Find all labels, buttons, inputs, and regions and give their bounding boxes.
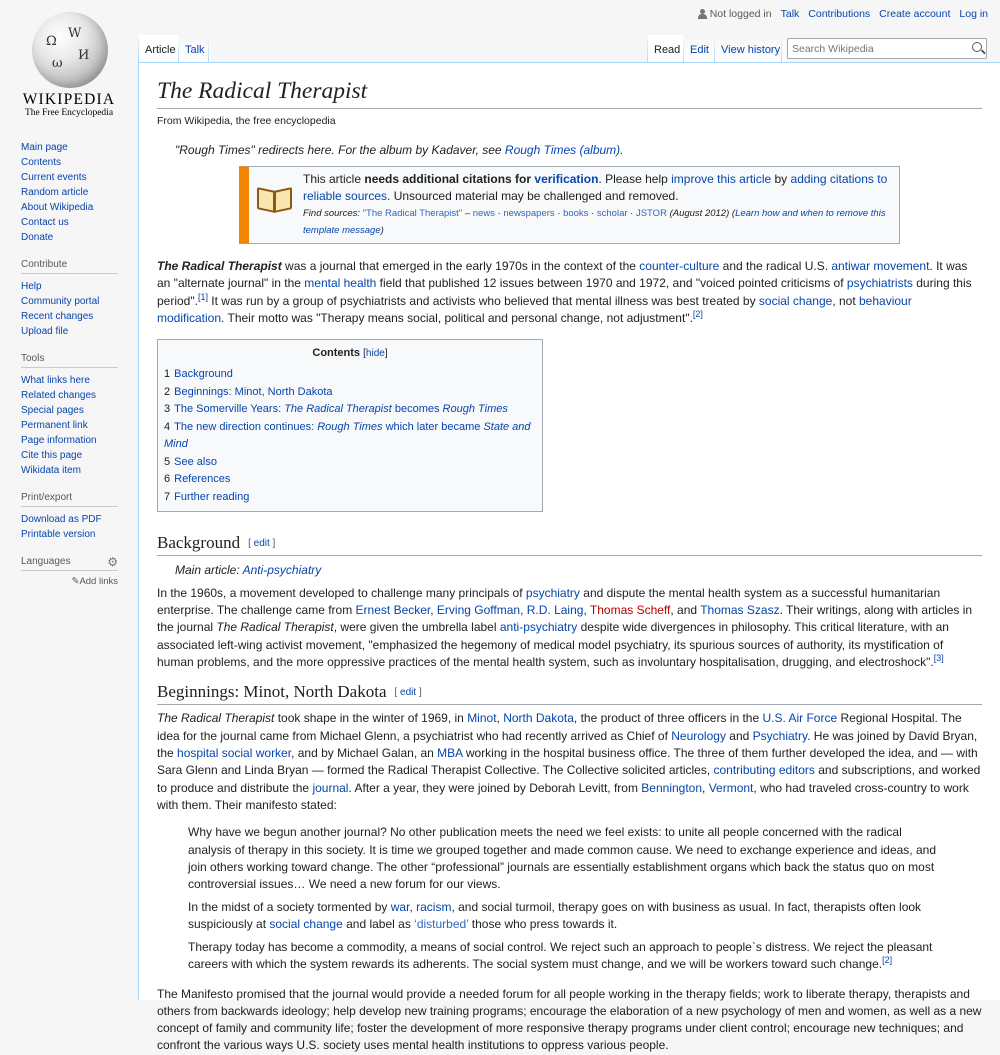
link-bennington[interactable]: Bennington <box>641 780 703 795</box>
tab-view-history[interactable] <box>715 35 786 63</box>
tab-article-label[interactable]: Article <box>145 44 176 56</box>
manifesto-summary-paragraph: The Manifesto promised that the journal would provide a needed forum for all people working in the therapy fields; work to liberate therapy, therapists and others from backwards ideology; help develop new training programs; encourage the elaboration of a new psychology of men and women, as well as a new concept of family and community life; foster the development of more responsive therapy programs under client control; encourage new techniques; and confront the various ways U.S. society uses mental health institutions to oppress various people. <box>157 986 982 1053</box>
add-links[interactable] <box>21 576 118 587</box>
toc-title: Contents <box>312 347 361 360</box>
tab-edit[interactable] <box>684 35 715 63</box>
find-sources-news[interactable]: news <box>472 207 495 219</box>
tools-heading: Tools <box>21 353 118 368</box>
user-icon <box>698 9 707 19</box>
link-counter-culture[interactable]: counter-culture <box>639 258 720 273</box>
link-racism[interactable]: racism <box>416 899 452 914</box>
notice-text: This article needs additional citations for verification. Please help improve this article by adding citations to reliable sources. Unsourced material may be challenged and removed. Find sources: "The Radical Therapist" – news · newspapers · books · scholar · JSTOR (August 2012) (Learn how and when to remove this template message) <box>303 171 891 239</box>
link-thomas-scheff[interactable]: Thomas Scheff <box>589 603 671 618</box>
sidebar-item-main-page[interactable]: Main page <box>21 142 68 153</box>
sidebar-item-help[interactable]: Help <box>21 281 42 292</box>
sidebar-item-contact-us[interactable]: Contact us <box>21 217 69 228</box>
search-input[interactable] <box>788 39 958 58</box>
find-sources-books[interactable]: books <box>563 207 589 219</box>
find-sources: Find sources: "The Radical Therapist" – news · newspapers · books · scholar · JSTOR (August 2012) (Learn how and when to remove this template message) <box>303 207 886 236</box>
pencil-icon: ✎ <box>71 576 80 587</box>
ref-2[interactable]: [2] <box>692 308 703 319</box>
link-neurology[interactable]: Neurology <box>671 728 726 743</box>
table-of-contents: Contents [hide] 1 Background 2 Beginnings: Minot, North Dakota 3 The Somerville Years: The Radical Therapist becomes Rough Times 4 The new direction continues: Rough Times which later became State and Mind 5 See also 6 References 7 Further reading <box>157 339 543 512</box>
background-paragraph: In the 1960s, a movement developed to challenge many principals of psychiatry and dispute the mental health system as a successful humanitarian enterprise. The challenge came from Ernest Becker, Erving Goffman, R.D. Laing, Thomas Scheff, and Thomas Szasz. Their writings, along with articles in the journal The Radical Therapist, were given the umbrella label anti-psychiatry despite wide divergences in philosophy. This critical literature, with an associated left-wing activist movement, "emphasized the hegemony of medical model psychiatry, its spurious sources of authority, its mystification of human problems, and the more oppressive practices of the mental health system, such as involuntary hospitalisation, drugging, and electroshock".[3] <box>157 585 973 670</box>
quote-paragraph-3: Therapy today has become a commodity, a means of social control. We reject such an approach to people`s distress. We reject the pleasant careers with which the system rewards its adherents. The social system must change, and we will be workers toward such change.[2] <box>188 939 933 972</box>
link-psychiatrists[interactable]: psychiatrists <box>846 276 913 291</box>
sidebar-item-permanent-link[interactable]: Permanent link <box>21 420 88 431</box>
ref-2-b[interactable]: [2] <box>882 955 893 966</box>
link-anti-psychiatry[interactable]: anti-psychiatry <box>499 620 578 635</box>
section-heading-background: Background [ edit ] <box>157 532 982 556</box>
sidebar-item-printable-version[interactable]: Printable version <box>21 529 96 540</box>
link-rd-laing[interactable]: R.D. Laing <box>526 603 584 618</box>
hatnote-text: "Rough Times" redirects here. For the album by Kadaver, see <box>175 143 505 158</box>
tab-read-label[interactable]: Read <box>654 44 681 56</box>
talk-link[interactable]: Talk <box>780 8 800 20</box>
link-war[interactable]: war <box>390 899 410 914</box>
ref-1[interactable]: [1] <box>197 291 208 302</box>
print-portal <box>21 492 138 542</box>
quote-paragraph-2: In the midst of a society tormented by war, racism, and social turmoil, therapy goes on with business as usual. In fact, therapists often look suspiciously at social change and label as ‘disturbed’ those who press towards it. <box>188 899 922 932</box>
beginnings-paragraph: The Radical Therapist took shape in the winter of 1969, in Minot, North Dakota, the product of three officers in the U.S. Air Force Regional Hospital. The idea for the journal came from Michael Glenn, a psychiatrist who had recently arrived as Chief of Neurology and Psychiatry. He was joined by David Bryan, the hospital social worker, and by Michael Galan, an MBA working in the hospital business office. The three of them further developed the idea, and — with Sara Glenn and Linda Bryan — formed the Radical Therapist Collective. The Collective solicited articles, contributing editors and subscriptions, and worked to produce and distribute the journal. After a year, they were joined by Deborah Levitt, from Bennington, Vermont, who had traveled cross-country to work with them. Their manifesto stated: <box>157 711 981 812</box>
tagline: The Free Encyclopedia <box>24 108 114 118</box>
link-antiwar-movement[interactable]: antiwar movement <box>831 258 930 273</box>
add-links-label[interactable]: Add links <box>79 576 118 587</box>
find-sources-scholar[interactable]: scholar <box>596 207 628 219</box>
find-sources-newspapers[interactable]: newspapers <box>503 207 555 219</box>
site-subtitle: From Wikipedia, the free encyclopedia <box>157 115 336 128</box>
tab-view-history-label[interactable]: View history <box>721 44 781 56</box>
link-thomas-szasz[interactable]: Thomas Szasz <box>700 603 780 618</box>
tools-portal <box>21 353 138 478</box>
link-north-dakota[interactable]: North Dakota <box>503 711 574 726</box>
tab-talk-label[interactable]: Talk <box>185 44 205 56</box>
sidebar-item-donate[interactable]: Donate <box>21 232 54 243</box>
tab-edit-label[interactable]: Edit <box>690 44 709 56</box>
link-erving-goffman[interactable]: Erving Goffman <box>436 603 521 618</box>
sidebar-item-contents[interactable]: Contents <box>21 157 62 168</box>
navigation-portal <box>21 140 138 245</box>
citation-notice <box>239 166 900 244</box>
puzzle-globe-icon: Ω W И ω <box>32 12 108 88</box>
contribute-heading: Contribute <box>21 259 118 274</box>
link-us-air-force[interactable]: U.S. Air Force <box>762 711 838 726</box>
sidebar <box>0 140 138 601</box>
languages-heading <box>21 556 118 571</box>
hatnote <box>157 141 982 160</box>
contribute-portal <box>21 259 138 339</box>
sidebar-item-upload-file[interactable]: Upload file <box>21 326 69 337</box>
edit-section-beginnings[interactable]: edit <box>400 687 417 699</box>
sidebar-item-what-links-here[interactable]: What links here <box>21 375 90 386</box>
sidebar-item-cite-this-page[interactable]: Cite this page <box>21 450 83 461</box>
manifesto-quote <box>188 824 946 973</box>
link-mba[interactable]: MBA <box>437 746 463 761</box>
lead-paragraph: The Radical Therapist was a journal that emerged in the early 1970s in the context of the counter-culture and the radical U.S. antiwar movement. It was an "alternate journal" in the mental health field that published 12 issues between 1970 and 1972, and "voiced pointed criticisms of psychiatrists during this period".[1] It was run by a group of psychiatrists and activists who believed that mental illness was best treated by social change, not behaviour modification. Their motto was "Therapy means social, political and personal change, not adjustment".[2] <box>157 258 972 325</box>
toc-item[interactable]: 1 Background <box>164 368 233 381</box>
toc-item[interactable]: 3 The Somerville Years: The Radical Therapist becomes Rough Times <box>164 403 508 416</box>
log-in-link[interactable]: Log in <box>959 8 988 20</box>
tab-article[interactable] <box>139 35 182 63</box>
link-psychiatry-2[interactable]: Psychiatry <box>752 728 808 743</box>
learn-remove-link[interactable]: Learn how and when to remove this template message <box>303 207 886 236</box>
content <box>138 62 1000 1053</box>
gear-icon[interactable]: ⚙ <box>107 555 118 569</box>
sidebar-item-related-changes[interactable]: Related changes <box>21 390 97 401</box>
tab-read[interactable] <box>648 35 686 63</box>
sidebar-item-random-article[interactable]: Random article <box>21 187 89 198</box>
link-minot[interactable]: Minot <box>467 711 497 726</box>
tab-talk[interactable] <box>179 35 211 63</box>
link-vermont[interactable]: Vermont <box>708 780 754 795</box>
not-logged-in <box>698 8 772 20</box>
search-box <box>787 38 987 59</box>
toc-hide-toggle[interactable]: hide <box>365 348 385 360</box>
link-journal[interactable]: journal <box>312 780 349 795</box>
main-article-note: Main article: Anti-psychiatry <box>175 563 322 578</box>
sidebar-item-current-events[interactable]: Current events <box>21 172 87 183</box>
toc-item[interactable]: 5 See also <box>164 455 217 468</box>
link-contributing-editors[interactable]: contributing editors <box>713 763 815 778</box>
toc-item[interactable]: 7 Further reading <box>164 490 250 503</box>
toc-item[interactable]: 4 The new direction continues: Rough Times which later became State and Mind <box>164 420 531 451</box>
print-heading: Print/export <box>21 492 118 507</box>
create-account-link[interactable]: Create account <box>879 8 951 20</box>
sidebar-item-page-information[interactable]: Page information <box>21 435 97 446</box>
book-icon <box>257 185 293 215</box>
ref-3[interactable]: [3] <box>933 653 944 664</box>
link-disturbed[interactable]: ‘disturbed’ <box>414 917 469 932</box>
sidebar-item-special-pages[interactable]: Special pages <box>21 405 84 416</box>
contributions-link[interactable]: Contributions <box>808 8 871 20</box>
find-sources-query[interactable]: "The Radical Therapist" <box>362 207 463 219</box>
wikipedia-logo[interactable] <box>0 0 138 125</box>
edit-section-background[interactable]: edit <box>253 538 270 550</box>
not-logged-in-label: Not logged in <box>709 8 772 20</box>
link-behaviour-modification[interactable]: behaviour modification <box>157 293 912 325</box>
verification-link[interactable]: verification <box>534 171 599 186</box>
wordmark: WIKIPEDIA <box>22 91 116 108</box>
adding-citations-link[interactable]: adding citations to reliable sources <box>303 171 888 203</box>
toc-item[interactable]: 2 Beginnings: Minot, North Dakota <box>164 385 333 398</box>
languages-heading-label: Languages <box>21 556 71 567</box>
find-sources-jstor[interactable]: JSTOR <box>635 207 667 219</box>
quote-paragraph-1: Why have we begun another journal? No other publication meets the need we feel exists: to unite all people concerned with the radical analysis of therapy in this society. It is time we grouped together and made common cause. We need to exchange experience and ideas, and join others working toward change. The other “professional” journals are essentially establishment organs which back the status quo on most controversial issues… We need a new forum for our views. <box>188 825 936 892</box>
link-social-change-2[interactable]: social change <box>269 917 343 932</box>
search-icon[interactable] <box>972 42 982 52</box>
hatnote-link[interactable]: Rough Times (album) <box>504 143 621 158</box>
link-ernest-becker[interactable]: Ernest Becker <box>355 603 431 618</box>
languages-portal <box>21 556 138 587</box>
main-article-link[interactable]: Anti-psychiatry <box>242 563 322 578</box>
link-hospital-social-worker[interactable]: hospital social worker <box>177 746 292 761</box>
link-social-change[interactable]: social change <box>758 293 833 308</box>
link-psychiatry[interactable]: psychiatry <box>525 585 580 600</box>
page-title: The Radical Therapist <box>157 77 982 109</box>
sidebar-item-wikidata-item[interactable]: Wikidata item <box>21 465 82 476</box>
personal-tools <box>698 8 988 20</box>
sidebar-item-download-pdf[interactable]: Download as PDF <box>21 514 102 525</box>
hatnote-end: . <box>620 143 624 158</box>
sidebar-item-community-portal[interactable]: Community portal <box>21 296 100 307</box>
sidebar-item-about-wikipedia[interactable]: About Wikipedia <box>21 202 94 213</box>
link-mental-health[interactable]: mental health <box>304 276 377 291</box>
improve-article-link[interactable]: improve this article <box>671 171 772 186</box>
sidebar-item-recent-changes[interactable]: Recent changes <box>21 311 94 322</box>
section-heading-beginnings: Beginnings: Minot, North Dakota [ edit ] <box>157 681 982 705</box>
toc-item[interactable]: 6 References <box>164 473 231 486</box>
